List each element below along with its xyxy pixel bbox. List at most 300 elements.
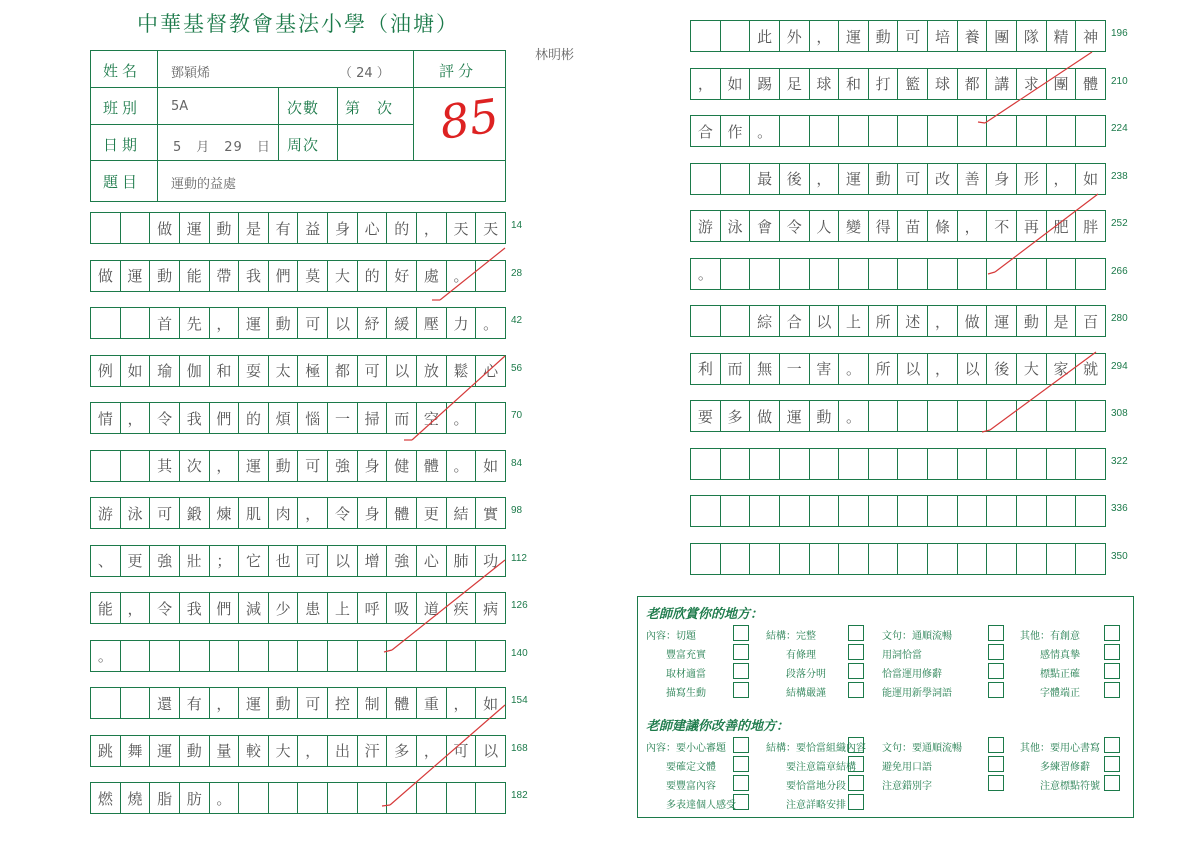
grid-cell: 。 bbox=[839, 401, 869, 431]
grid-cell bbox=[780, 496, 810, 526]
improve-checkbox[interactable] bbox=[733, 737, 749, 753]
grid-cell bbox=[1047, 259, 1077, 289]
grid-cell: 紓 bbox=[358, 308, 388, 338]
grid-cell: 運 bbox=[239, 688, 269, 718]
grid-cell: 空 bbox=[417, 403, 447, 433]
grid-cell bbox=[1017, 401, 1047, 431]
grid-cell: 人 bbox=[810, 211, 840, 241]
grid-cell: 一 bbox=[328, 403, 358, 433]
grid-cell: 和 bbox=[839, 69, 869, 99]
grid-cell: 運 bbox=[839, 21, 869, 51]
grid-cell: 心 bbox=[483, 362, 499, 380]
grid-cell: ， bbox=[691, 69, 721, 99]
grid-cell: 肉 bbox=[269, 498, 299, 528]
grid-cell: ， bbox=[298, 736, 328, 766]
grid-cell bbox=[121, 308, 151, 338]
row-char-count: 28 bbox=[511, 267, 523, 279]
grid-cell: ， bbox=[1047, 164, 1077, 194]
grid-cell: 能 bbox=[91, 593, 121, 623]
grid-cell bbox=[810, 259, 840, 289]
grid-cell: 都 bbox=[958, 69, 988, 99]
grid-cell bbox=[1076, 401, 1105, 431]
row-char-count: 112 bbox=[511, 552, 527, 564]
grid-cell: 就 bbox=[1083, 360, 1099, 378]
grid-cell: 強 bbox=[150, 546, 180, 576]
class-number: （ 24 ） bbox=[339, 66, 390, 81]
grid-cell bbox=[839, 259, 869, 289]
date-value: 5 月 29 日 bbox=[173, 140, 271, 155]
left-grid-row bbox=[90, 640, 506, 672]
class-value: 5A bbox=[171, 99, 189, 114]
topic-label: 題目 bbox=[103, 173, 142, 191]
grid-cell: 以 bbox=[328, 546, 358, 576]
grid-cell: 最 bbox=[750, 164, 780, 194]
row-char-count: 224 bbox=[1111, 123, 1128, 134]
grid-cell: 是 bbox=[239, 213, 269, 243]
improve-checkbox[interactable] bbox=[988, 737, 1004, 753]
grid-cell: 。 bbox=[91, 641, 121, 671]
grid-cell: 不 bbox=[987, 211, 1017, 241]
grid-cell bbox=[358, 783, 388, 813]
grid-cell: 惱 bbox=[298, 403, 328, 433]
improve-checkbox[interactable] bbox=[848, 794, 864, 810]
grid-cell: 外 bbox=[780, 21, 810, 51]
grid-cell: 再 bbox=[1017, 211, 1047, 241]
appreciate-criterion: 其他：有創意 bbox=[1020, 631, 1080, 642]
grid-cell: 可 bbox=[898, 21, 928, 51]
grid-cell: 是 bbox=[1047, 306, 1077, 336]
grid-cell: 多 bbox=[387, 736, 417, 766]
grid-cell: 道 bbox=[417, 593, 447, 623]
grid-cell bbox=[721, 544, 751, 574]
grid-cell: 吸 bbox=[387, 593, 417, 623]
grid-cell bbox=[898, 449, 928, 479]
grid-cell: 身 bbox=[358, 451, 388, 481]
grid-cell: 以 bbox=[328, 308, 358, 338]
teacher-feedback-panel bbox=[637, 596, 1134, 818]
grid-cell: 出 bbox=[328, 736, 358, 766]
grid-cell bbox=[298, 783, 328, 813]
row-char-count: 322 bbox=[1111, 455, 1128, 467]
grid-cell: 有 bbox=[269, 213, 299, 243]
grid-cell: 動 bbox=[1017, 306, 1047, 336]
row-char-count: 56 bbox=[511, 362, 523, 374]
grid-cell: 球 bbox=[810, 69, 840, 99]
row-char-count: 42 bbox=[511, 315, 523, 326]
grid-cell: 而 bbox=[721, 354, 751, 384]
grid-cell: 會 bbox=[750, 211, 780, 241]
grid-cell: 令 bbox=[150, 593, 180, 623]
grid-cell: 一 bbox=[780, 354, 810, 384]
grid-cell bbox=[447, 641, 477, 671]
score-mark: 85 bbox=[436, 88, 503, 150]
grid-cell: 它 bbox=[239, 546, 269, 576]
grid-cell: 可 bbox=[298, 546, 328, 576]
left-grid-row bbox=[90, 497, 506, 529]
left-grid-row bbox=[90, 545, 506, 577]
grid-cell bbox=[987, 496, 1017, 526]
grid-cell: 。 bbox=[210, 783, 240, 813]
grid-cell bbox=[691, 306, 721, 336]
grid-cell: 運 bbox=[239, 451, 269, 481]
grid-cell: 。 bbox=[483, 314, 499, 333]
row-char-count: 308 bbox=[1111, 408, 1128, 419]
grid-cell: 體 bbox=[1083, 75, 1099, 93]
grid-cell bbox=[1047, 449, 1077, 479]
grid-cell bbox=[358, 641, 388, 671]
grid-cell: 重 bbox=[417, 688, 447, 718]
grid-cell: 如 bbox=[483, 694, 499, 713]
grid-cell: 上 bbox=[839, 306, 869, 336]
grid-cell bbox=[869, 259, 899, 289]
school-title: 中華基督教會基法小學（油塘） bbox=[137, 12, 459, 36]
grid-cell: 籃 bbox=[898, 69, 928, 99]
grid-cell: 以 bbox=[898, 354, 928, 384]
grid-cell: ， bbox=[121, 593, 151, 623]
grid-cell: ； bbox=[210, 546, 240, 576]
grid-cell: 好 bbox=[387, 261, 417, 291]
grid-cell: 可 bbox=[447, 736, 477, 766]
grid-cell: 令 bbox=[150, 403, 180, 433]
grid-cell: 天 bbox=[447, 213, 477, 243]
grid-cell: 精 bbox=[1047, 21, 1077, 51]
improve-checkbox[interactable] bbox=[988, 756, 1004, 772]
grid-cell bbox=[958, 116, 988, 146]
grid-cell: 身 bbox=[987, 164, 1017, 194]
grid-cell: 病 bbox=[483, 599, 499, 618]
appreciate-checkbox[interactable] bbox=[1104, 663, 1120, 679]
grid-cell: ， bbox=[121, 403, 151, 433]
grid-cell: 我 bbox=[180, 593, 210, 623]
grid-cell bbox=[476, 403, 505, 433]
grid-cell bbox=[1017, 449, 1047, 479]
grid-cell: 首 bbox=[150, 308, 180, 338]
grid-cell bbox=[691, 449, 721, 479]
appreciate-criterion: 標點正確 bbox=[1040, 669, 1080, 680]
grid-cell: 煉 bbox=[210, 498, 240, 528]
grid-cell bbox=[869, 401, 899, 431]
grid-cell: 莫 bbox=[298, 261, 328, 291]
row-char-count: 336 bbox=[1111, 503, 1128, 514]
class-label: 班別 bbox=[103, 99, 142, 117]
grid-cell bbox=[928, 116, 958, 146]
appreciate-criterion: 結構：完整 bbox=[766, 631, 816, 642]
grid-cell: 們 bbox=[269, 261, 299, 291]
grid-cell bbox=[476, 783, 505, 813]
grid-cell bbox=[91, 213, 121, 243]
appreciate-checkbox[interactable] bbox=[848, 682, 864, 698]
left-grid-row bbox=[90, 212, 506, 244]
grid-cell: 健 bbox=[387, 451, 417, 481]
appreciate-checkbox[interactable] bbox=[733, 625, 749, 641]
grid-cell bbox=[898, 496, 928, 526]
grid-cell: 煩 bbox=[269, 403, 299, 433]
grid-cell: ， bbox=[417, 736, 447, 766]
grid-cell: 此 bbox=[750, 21, 780, 51]
grid-cell bbox=[447, 783, 477, 813]
grid-cell: 肺 bbox=[447, 546, 477, 576]
grid-cell: 球 bbox=[928, 69, 958, 99]
grid-cell bbox=[417, 641, 447, 671]
grid-cell bbox=[987, 449, 1017, 479]
grid-cell: 處 bbox=[417, 261, 447, 291]
appreciate-checkbox[interactable] bbox=[733, 663, 749, 679]
improve-criterion: 多練習修辭 bbox=[1040, 762, 1090, 773]
improve-checkbox[interactable] bbox=[1104, 775, 1120, 791]
grid-cell: 百 bbox=[1083, 312, 1099, 331]
grid-cell: 大 bbox=[269, 736, 299, 766]
improve-criterion: 要豐富內容 bbox=[666, 781, 716, 792]
grid-cell: 胖 bbox=[1083, 217, 1099, 236]
grid-cell: 苗 bbox=[898, 211, 928, 241]
grid-cell: 如 bbox=[1083, 170, 1099, 188]
grid-cell: 可 bbox=[298, 451, 328, 481]
grid-cell bbox=[928, 259, 958, 289]
grid-cell bbox=[839, 116, 869, 146]
appreciate-checkbox[interactable] bbox=[733, 644, 749, 660]
grid-cell: 肪 bbox=[180, 783, 210, 813]
grid-cell: ， bbox=[210, 451, 240, 481]
grid-cell: 動 bbox=[180, 736, 210, 766]
left-grid-row bbox=[90, 355, 506, 387]
grid-cell bbox=[780, 449, 810, 479]
improve-checkbox[interactable] bbox=[733, 794, 749, 810]
improve-checkbox[interactable] bbox=[733, 756, 749, 772]
improve-checkbox[interactable] bbox=[1104, 756, 1120, 772]
improve-checkbox[interactable] bbox=[1104, 737, 1120, 753]
grid-cell bbox=[810, 449, 840, 479]
grid-cell bbox=[780, 259, 810, 289]
improve-criterion: 要注意篇章結構 bbox=[786, 762, 856, 773]
grid-cell bbox=[721, 496, 751, 526]
grid-cell bbox=[721, 306, 751, 336]
grid-cell: 運 bbox=[987, 306, 1017, 336]
appreciate-checkbox[interactable] bbox=[1104, 682, 1120, 698]
grid-cell: 力 bbox=[447, 308, 477, 338]
grid-cell: 肥 bbox=[1047, 211, 1077, 241]
grid-cell: 可 bbox=[298, 688, 328, 718]
grid-cell: 游 bbox=[91, 498, 121, 528]
grid-cell: 泳 bbox=[721, 211, 751, 241]
grid-cell bbox=[898, 259, 928, 289]
grid-cell bbox=[121, 213, 151, 243]
grid-cell bbox=[987, 401, 1017, 431]
grid-cell: 結 bbox=[447, 498, 477, 528]
grid-cell bbox=[987, 259, 1017, 289]
grid-cell: 大 bbox=[328, 261, 358, 291]
improve-checkbox[interactable] bbox=[733, 775, 749, 791]
left-grid-row bbox=[90, 687, 506, 719]
grid-cell: 足 bbox=[780, 69, 810, 99]
grid-cell bbox=[839, 449, 869, 479]
grid-cell bbox=[780, 116, 810, 146]
right-grid-row bbox=[690, 305, 1106, 337]
grid-cell: 以 bbox=[810, 306, 840, 336]
appreciate-checkbox[interactable] bbox=[848, 663, 864, 679]
grid-cell: 要 bbox=[691, 401, 721, 431]
grid-cell bbox=[239, 783, 269, 813]
attempt-value: 第 次 bbox=[345, 99, 394, 117]
grid-cell: 改 bbox=[928, 164, 958, 194]
appreciate-criterion: 段落分明 bbox=[786, 669, 826, 680]
grid-cell bbox=[721, 449, 751, 479]
grid-cell: 實 bbox=[483, 504, 499, 523]
grid-cell: 隊 bbox=[1017, 21, 1047, 51]
grid-cell bbox=[750, 496, 780, 526]
improve-criterion: 其他：要用心書寫 bbox=[1020, 743, 1100, 754]
right-grid-row bbox=[690, 20, 1106, 52]
grid-cell: 有 bbox=[180, 688, 210, 718]
grid-cell bbox=[958, 496, 988, 526]
grid-cell: 運 bbox=[180, 213, 210, 243]
grid-cell: 害 bbox=[810, 354, 840, 384]
grid-cell: 。 bbox=[447, 451, 477, 481]
grid-cell bbox=[1076, 449, 1105, 479]
grid-cell bbox=[150, 641, 180, 671]
grid-cell: 所 bbox=[869, 306, 899, 336]
grid-cell: 動 bbox=[810, 401, 840, 431]
right-grid-row bbox=[690, 543, 1106, 575]
grid-cell: 身 bbox=[328, 213, 358, 243]
appreciate-criterion: 用詞恰當 bbox=[882, 650, 922, 661]
grid-cell: 其 bbox=[150, 451, 180, 481]
improve-criterion: 文句：要通順流暢 bbox=[882, 743, 962, 754]
grid-cell: 。 bbox=[750, 116, 780, 146]
grid-cell bbox=[958, 449, 988, 479]
grid-cell: 緩 bbox=[387, 308, 417, 338]
grid-cell: 無 bbox=[750, 354, 780, 384]
grid-cell bbox=[1017, 259, 1047, 289]
grid-cell: 也 bbox=[269, 546, 299, 576]
appreciate-criterion: 取材適當 bbox=[666, 669, 706, 680]
grid-cell bbox=[91, 451, 121, 481]
grid-cell: 壯 bbox=[180, 546, 210, 576]
appreciate-heading: 老師欣賞你的地方： bbox=[646, 607, 764, 622]
improve-criterion: 要確定文體 bbox=[666, 762, 716, 773]
grid-cell bbox=[328, 783, 358, 813]
grid-cell: 如 bbox=[121, 356, 151, 386]
appreciate-criterion: 能運用新學詞語 bbox=[882, 688, 952, 699]
grid-cell: 體 bbox=[387, 498, 417, 528]
score-label: 評分 bbox=[439, 62, 478, 80]
grid-cell: 更 bbox=[121, 546, 151, 576]
right-grid-row bbox=[690, 400, 1106, 432]
appreciate-checkbox[interactable] bbox=[733, 682, 749, 698]
grid-cell: 減 bbox=[239, 593, 269, 623]
grid-cell: 們 bbox=[210, 593, 240, 623]
left-grid-row bbox=[90, 782, 506, 814]
grid-cell: 跳 bbox=[91, 736, 121, 766]
appreciate-checkbox[interactable] bbox=[848, 625, 864, 641]
grid-cell: ， bbox=[928, 354, 958, 384]
appreciate-checkbox[interactable] bbox=[848, 644, 864, 660]
grid-cell: 動 bbox=[210, 213, 240, 243]
grid-cell bbox=[476, 641, 505, 671]
appreciate-checkbox[interactable] bbox=[988, 682, 1004, 698]
grid-cell bbox=[121, 641, 151, 671]
appreciate-checkbox[interactable] bbox=[1104, 625, 1120, 641]
grid-cell bbox=[387, 641, 417, 671]
grid-cell: 變 bbox=[839, 211, 869, 241]
grid-cell bbox=[91, 308, 121, 338]
grid-cell bbox=[750, 259, 780, 289]
grid-cell bbox=[987, 544, 1017, 574]
grid-cell: 帶 bbox=[210, 261, 240, 291]
appreciate-checkbox[interactable] bbox=[988, 644, 1004, 660]
appreciate-checkbox[interactable] bbox=[1104, 644, 1120, 660]
grid-cell bbox=[928, 496, 958, 526]
grid-cell: 養 bbox=[958, 21, 988, 51]
grid-cell: 天 bbox=[483, 219, 499, 238]
grid-cell bbox=[869, 544, 899, 574]
grid-cell bbox=[1047, 116, 1077, 146]
row-char-count: 350 bbox=[1111, 550, 1128, 562]
grid-cell: ， bbox=[447, 688, 477, 718]
right-grid-row bbox=[690, 495, 1106, 527]
grid-cell bbox=[721, 164, 751, 194]
grid-cell bbox=[987, 116, 1017, 146]
improve-checkbox[interactable] bbox=[988, 775, 1004, 791]
improve-checkbox[interactable] bbox=[848, 737, 864, 753]
right-grid-row bbox=[690, 258, 1106, 290]
grid-cell bbox=[928, 544, 958, 574]
grid-cell: 汗 bbox=[358, 736, 388, 766]
grid-cell: 體 bbox=[417, 451, 447, 481]
grid-cell: 可 bbox=[298, 308, 328, 338]
grid-cell bbox=[958, 401, 988, 431]
grid-cell: 作 bbox=[721, 116, 751, 146]
grid-cell: 較 bbox=[239, 736, 269, 766]
grid-cell bbox=[1017, 544, 1047, 574]
left-grid-row bbox=[90, 735, 506, 767]
row-char-count: 154 bbox=[511, 695, 528, 706]
grid-cell: 脂 bbox=[150, 783, 180, 813]
grid-cell bbox=[750, 544, 780, 574]
appreciate-checkbox[interactable] bbox=[988, 663, 1004, 679]
grid-cell: 條 bbox=[928, 211, 958, 241]
row-char-count: 14 bbox=[511, 220, 523, 231]
grid-cell bbox=[121, 688, 151, 718]
grid-cell: 少 bbox=[269, 593, 299, 623]
grid-cell bbox=[691, 496, 721, 526]
grid-cell: 體 bbox=[387, 688, 417, 718]
grid-cell: 太 bbox=[269, 356, 299, 386]
grid-cell bbox=[928, 401, 958, 431]
right-grid-row bbox=[690, 210, 1106, 242]
grid-cell: 令 bbox=[780, 211, 810, 241]
grid-cell: 量 bbox=[210, 736, 240, 766]
grid-cell: 做 bbox=[750, 401, 780, 431]
grid-cell: ， bbox=[210, 308, 240, 338]
grid-cell: ， bbox=[417, 213, 447, 243]
grid-cell: 伽 bbox=[180, 356, 210, 386]
grid-cell bbox=[298, 641, 328, 671]
appreciate-checkbox[interactable] bbox=[988, 625, 1004, 641]
improve-checkbox[interactable] bbox=[848, 756, 864, 772]
row-char-count: 126 bbox=[511, 600, 528, 611]
grid-cell: 更 bbox=[417, 498, 447, 528]
grid-cell: 合 bbox=[691, 116, 721, 146]
grid-cell bbox=[898, 401, 928, 431]
grid-cell: 利 bbox=[691, 354, 721, 384]
grid-cell: 和 bbox=[210, 356, 240, 386]
grid-cell: 動 bbox=[269, 308, 299, 338]
grid-cell: 疾 bbox=[447, 593, 477, 623]
grid-cell: 而 bbox=[387, 403, 417, 433]
grid-cell bbox=[839, 544, 869, 574]
improve-checkbox[interactable] bbox=[848, 775, 864, 791]
right-grid-row bbox=[690, 353, 1106, 385]
